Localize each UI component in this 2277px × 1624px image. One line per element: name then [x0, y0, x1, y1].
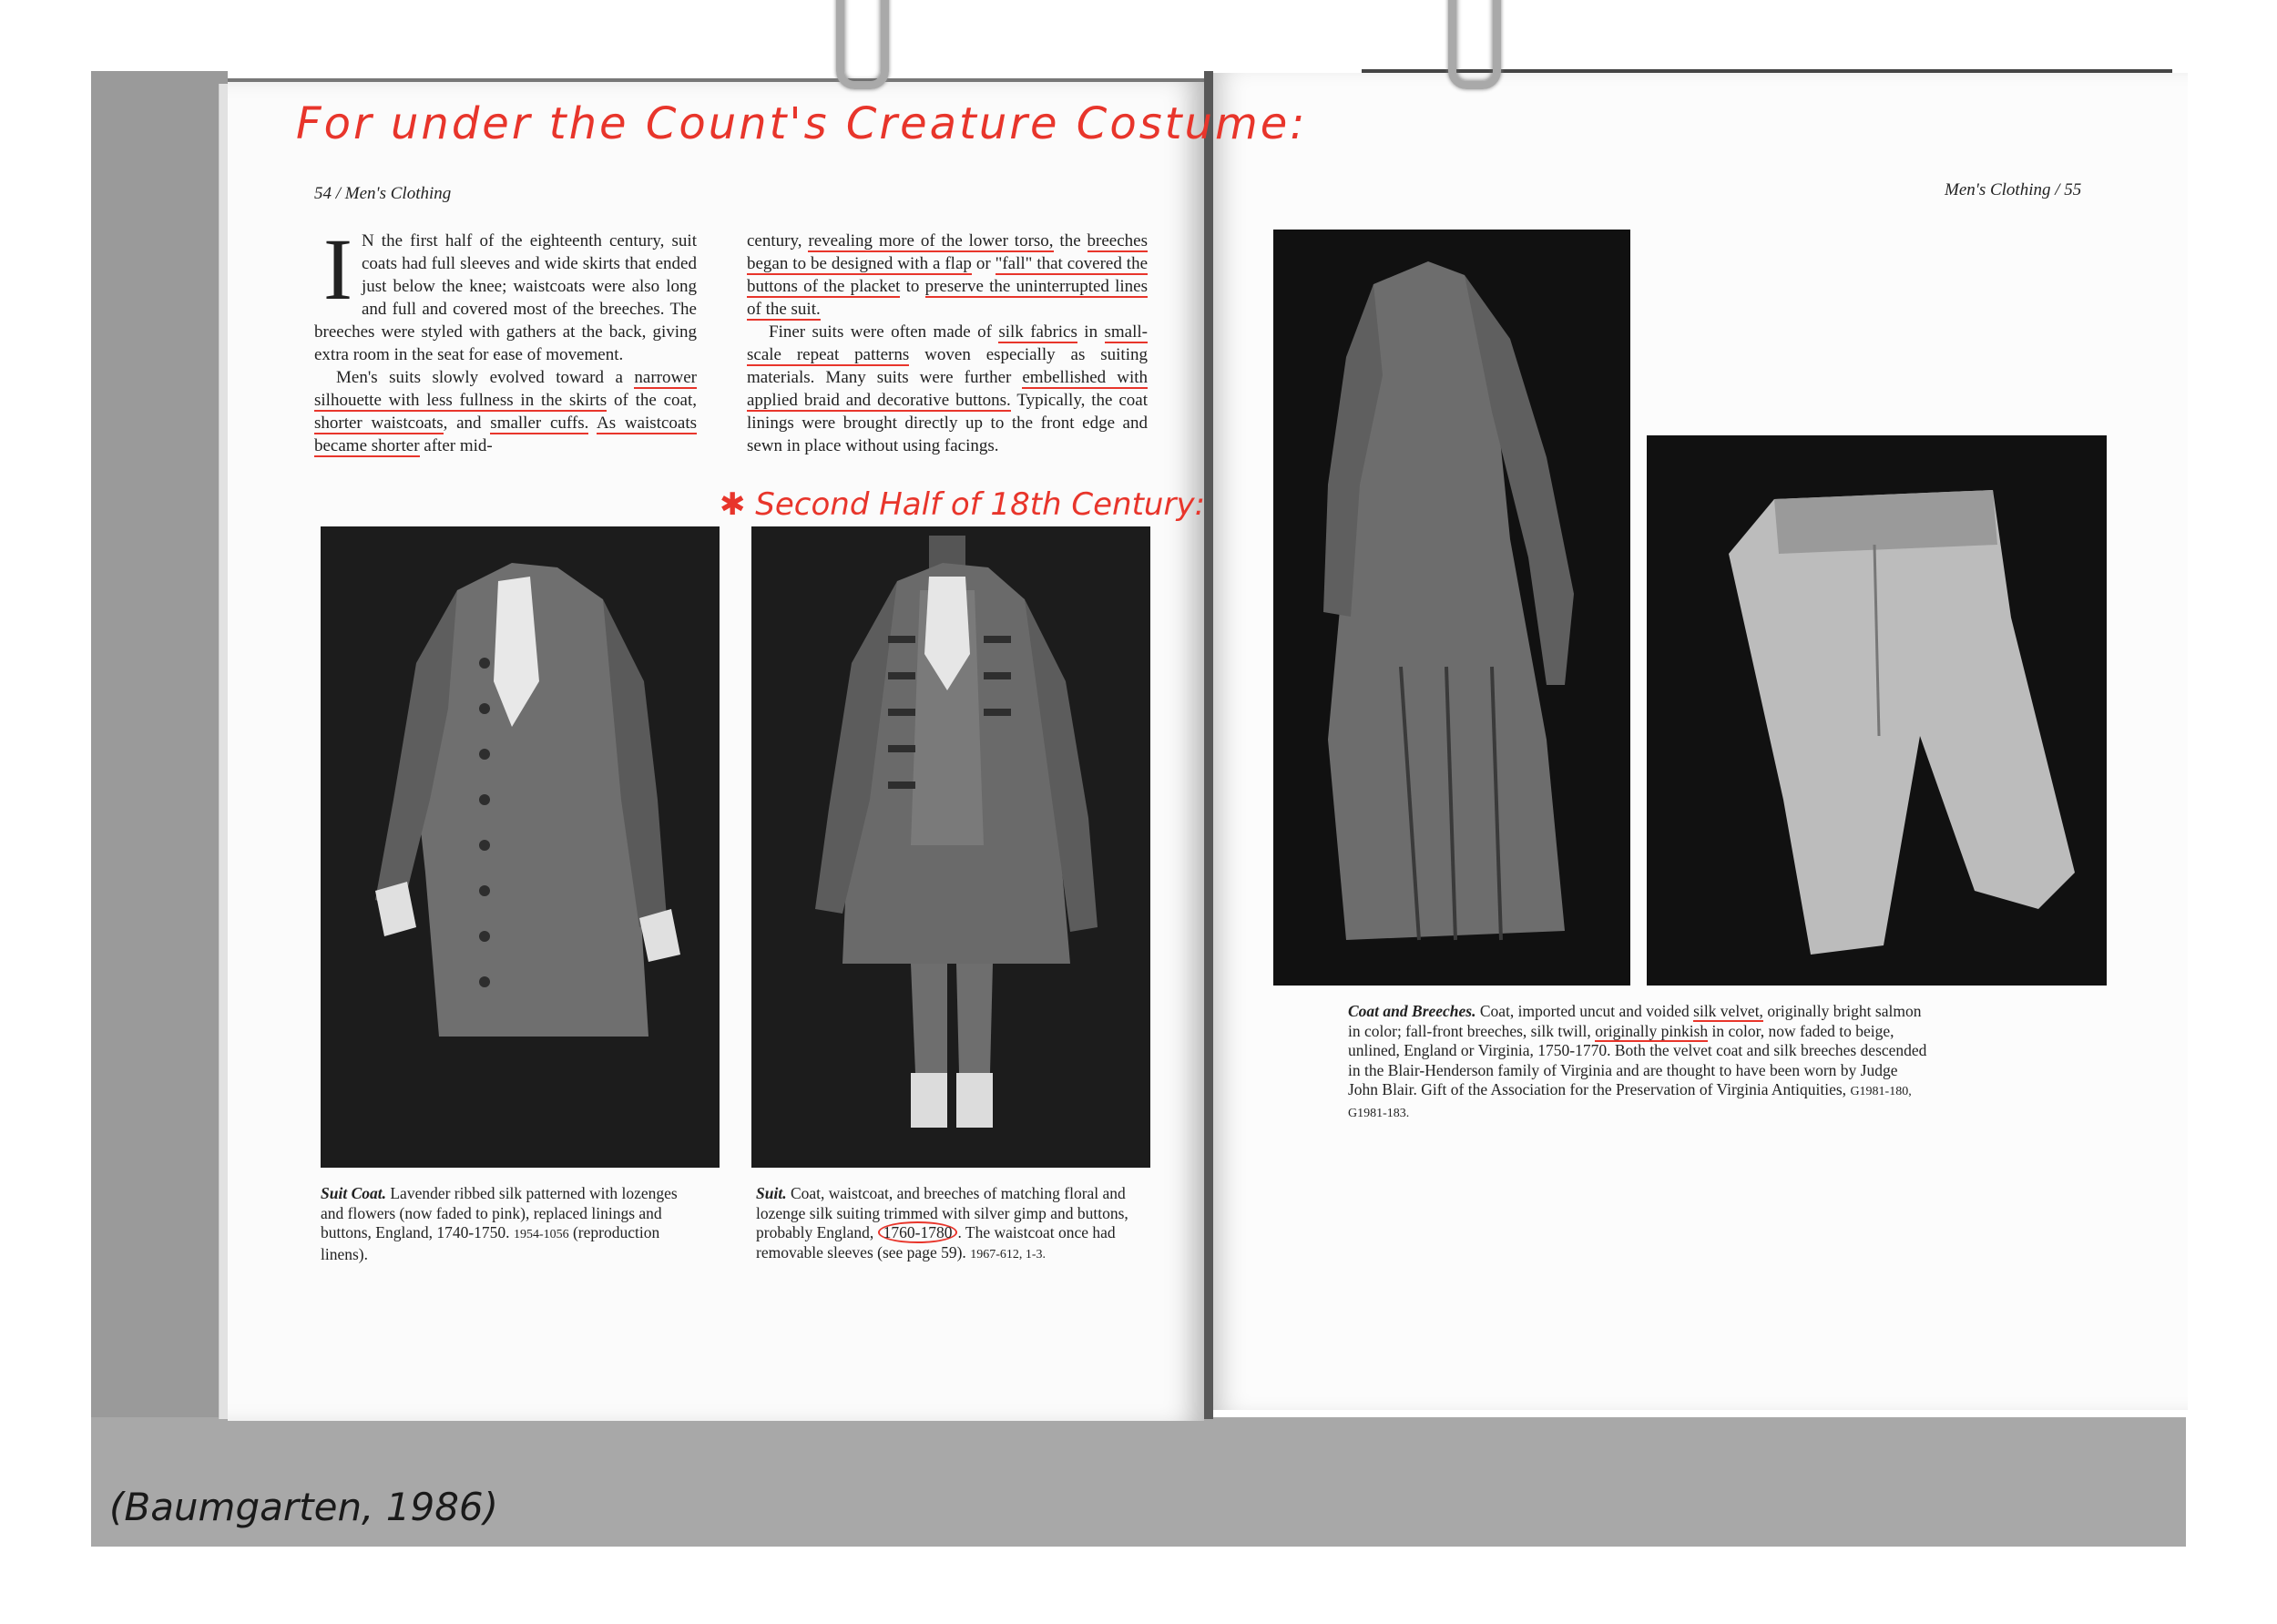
binder-ring-icon: [1448, 0, 1501, 89]
scanner-shadow-left: [91, 71, 228, 1547]
suit-photo: [751, 526, 1150, 1168]
body-column-1: I N the first half of the eighteenth century, suit coats had full sleeves and wide skirts that ended just below the knee; waistcoats were also long and full and covered most of the breeches. The breeches were styled with gathers at the back, giving extra room in the seat for ease of movement. Men's suits slowly evolved toward a narrower silhouette with less fullness in the skirts of the coat, shorter waistcoats, and smaller cuffs. As waistcoats became shorter after mid-: [314, 220, 698, 455]
handwritten-section-note: ✱ Second Half of 18th Century:: [720, 486, 1206, 523]
suit-coat-photo: [321, 526, 720, 1168]
left-page-header: 54 / Men's Clothing: [314, 184, 452, 203]
velvet-coat-photo: [1273, 230, 1630, 986]
body-column-2: century, revealing more of the lower torso, the breeches began to be designed with a flap or "fall" that covered the buttons of the placket to preserve the uninterrupted lines of the suit. Finer suits were often made of silk fabrics in small-scale repeat patterns woven especially as suiting materials. Many suits were further embellished with applied braid and decorative buttons. Typically, the coat linings were brought directly up to the front edge and sewn in place without using facings.: [747, 231, 1149, 455]
breeches-photo: [1647, 435, 2107, 986]
caption-suit: Suit. Coat, waistcoat, and breeches of matching floral and lozenge silk suiting trimmed with silver gimp and buttons, probably England, 1760-1780 . The waistcoat once had removable sleeves (see page 59). 1967-612, 1-3.: [756, 1184, 1128, 1261]
caption-coat-breeches: Coat and Breeches. Coat, imported uncut and voided silk velvet, originally bright salmon in color; fall-front breeches, silk twill, originally pinkish in color, now faded to beige, unlined, England or Virginia, 1750-1770. Both the velvet coat and silk breeches descended in the Blair-Henderson family of Virginia and are thought to have been worn by Judge John Blair. Gift of the Association for the Preservation of Virginia Antiquities, G1981-180, G1981-183.: [1348, 1002, 1927, 1120]
caption-suit-coat: Suit Coat. Lavender ribbed silk patterned with lozenges and flowers (now faded to pink), replaced linings and buttons, England, 1740-1750. 1954-1056 (reproduction linens).: [321, 1184, 678, 1263]
circled-date: 1760-1780: [878, 1221, 958, 1243]
drop-cap: I: [323, 220, 352, 318]
handwritten-citation: (Baumgarten, 1986): [109, 1485, 499, 1529]
binder-ring-icon: [836, 0, 889, 89]
book-gutter: [1204, 71, 1213, 1419]
right-page-header: Men's Clothing / 55: [1945, 180, 2082, 199]
handwritten-title: For under the Count's Creature Costume:: [296, 98, 1308, 149]
